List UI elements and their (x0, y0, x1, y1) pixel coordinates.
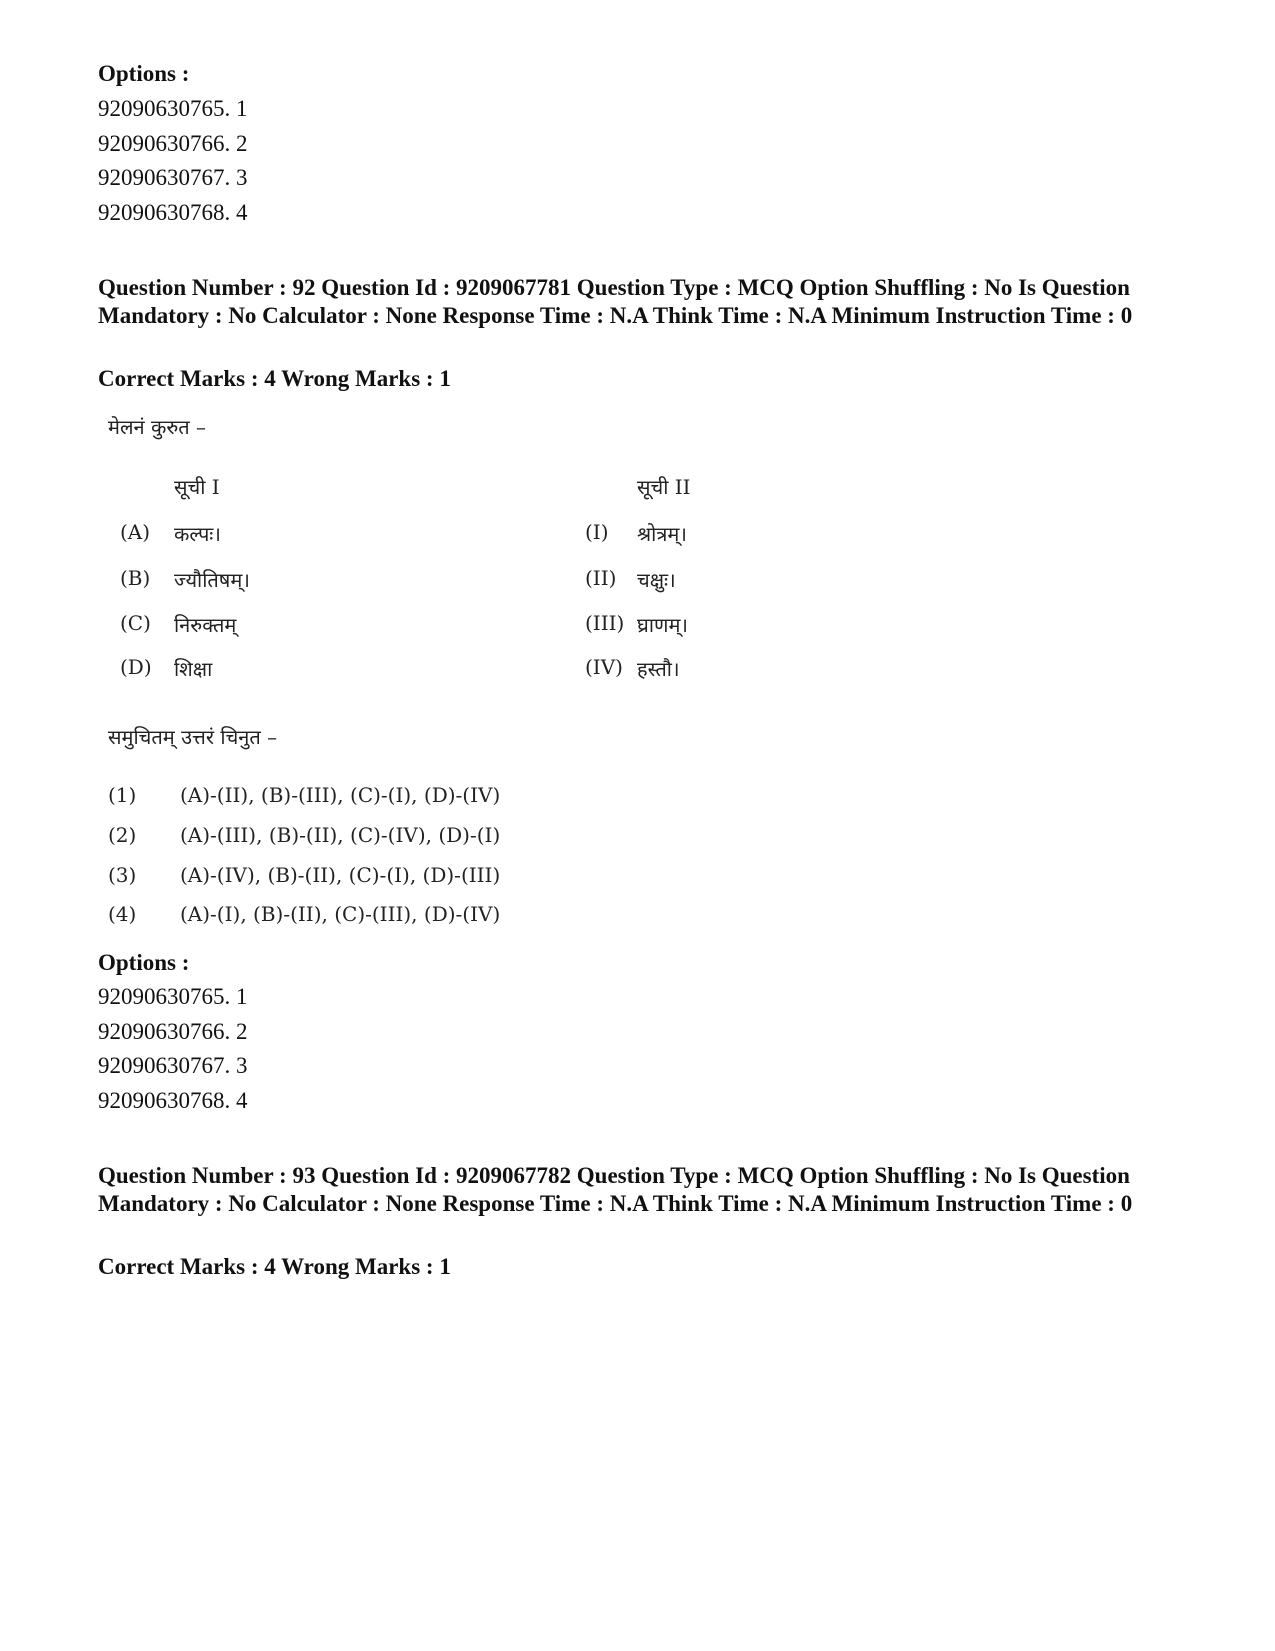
option-item: 92090630765. 1 (98, 984, 248, 1009)
row-text: हस्तौ। (637, 657, 680, 681)
answer-number: (1) (108, 783, 137, 807)
question-93-meta: Question Number : 93 Question Id : 9209067782 Question Type : MCQ Option Shuffling : No Is Question Mandatory : No Calculator : None Response Time : N.A Think Time : N.A Minimum Instruction Time : 0 (98, 1163, 1133, 1216)
list-1-title: सूची I (174, 475, 220, 499)
row-text: घ्राणम्। (637, 613, 688, 637)
answer-number: (2) (108, 823, 137, 847)
options-list-q92 (98, 980, 248, 1118)
row-text: शिक्षा (174, 657, 213, 681)
row-label: (I) (585, 520, 609, 544)
option-item: 92090630767. 3 (98, 1053, 248, 1078)
row-label: (A) (120, 520, 151, 544)
question-92-image (100, 405, 720, 945)
row-label: (D) (120, 655, 152, 679)
option-item: 92090630768. 4 (98, 199, 248, 225)
answer-text: (A)-(IV), (B)-(II), (C)-(I), (D)-(III) (180, 863, 501, 887)
row-label: (II) (585, 566, 617, 590)
row-label: (C) (120, 611, 151, 635)
row-text: चक्षुः। (637, 568, 676, 592)
match-instruction: मेलनं कुरुत – (108, 415, 207, 439)
row-label: (IV) (585, 655, 623, 679)
row-text: कल्पः। (174, 522, 221, 546)
options-heading-q92: Options : (98, 950, 190, 975)
answer-number: (4) (108, 902, 137, 926)
option-item: 92090630765. 1 (98, 96, 248, 121)
row-label: (III) (585, 611, 625, 635)
answer-text: (A)-(II), (B)-(III), (C)-(I), (D)-(IV) (180, 783, 501, 807)
question-92-meta: Question Number : 92 Question Id : 9209067781 Question Type : MCQ Option Shuffling : No Is Question Mandatory : No Calculator : None Response Time : N.A Think Time : N.A Minimum Instruction Time : 0 (98, 275, 1133, 328)
answer-number: (3) (108, 863, 137, 887)
row-text: श्रोत्रम्। (637, 522, 687, 546)
question-92-marks: Correct Marks : 4 Wrong Marks : 1 (98, 366, 451, 391)
list-2-title: सूची II (637, 475, 691, 499)
option-item: 92090630768. 4 (98, 1087, 248, 1113)
option-item: 92090630766. 2 (98, 1018, 248, 1044)
answer-text: (A)-(III), (B)-(II), (C)-(IV), (D)-(I) (180, 823, 501, 847)
option-item: 92090630766. 2 (98, 130, 248, 156)
question-93-marks: Correct Marks : 4 Wrong Marks : 1 (98, 1254, 451, 1279)
row-text: निरुक्तम् (174, 613, 237, 637)
options-list-prev (98, 92, 248, 230)
options-heading-prev: Options : (98, 61, 190, 86)
answer-text: (A)-(I), (B)-(II), (C)-(III), (D)-(IV) (180, 902, 501, 926)
row-text: ज्यौतिषम्। (174, 568, 250, 592)
option-item: 92090630767. 3 (98, 165, 248, 190)
row-label: (B) (120, 566, 151, 590)
choose-instruction: समुचितम् उत्तरं चिनुत – (108, 725, 278, 749)
